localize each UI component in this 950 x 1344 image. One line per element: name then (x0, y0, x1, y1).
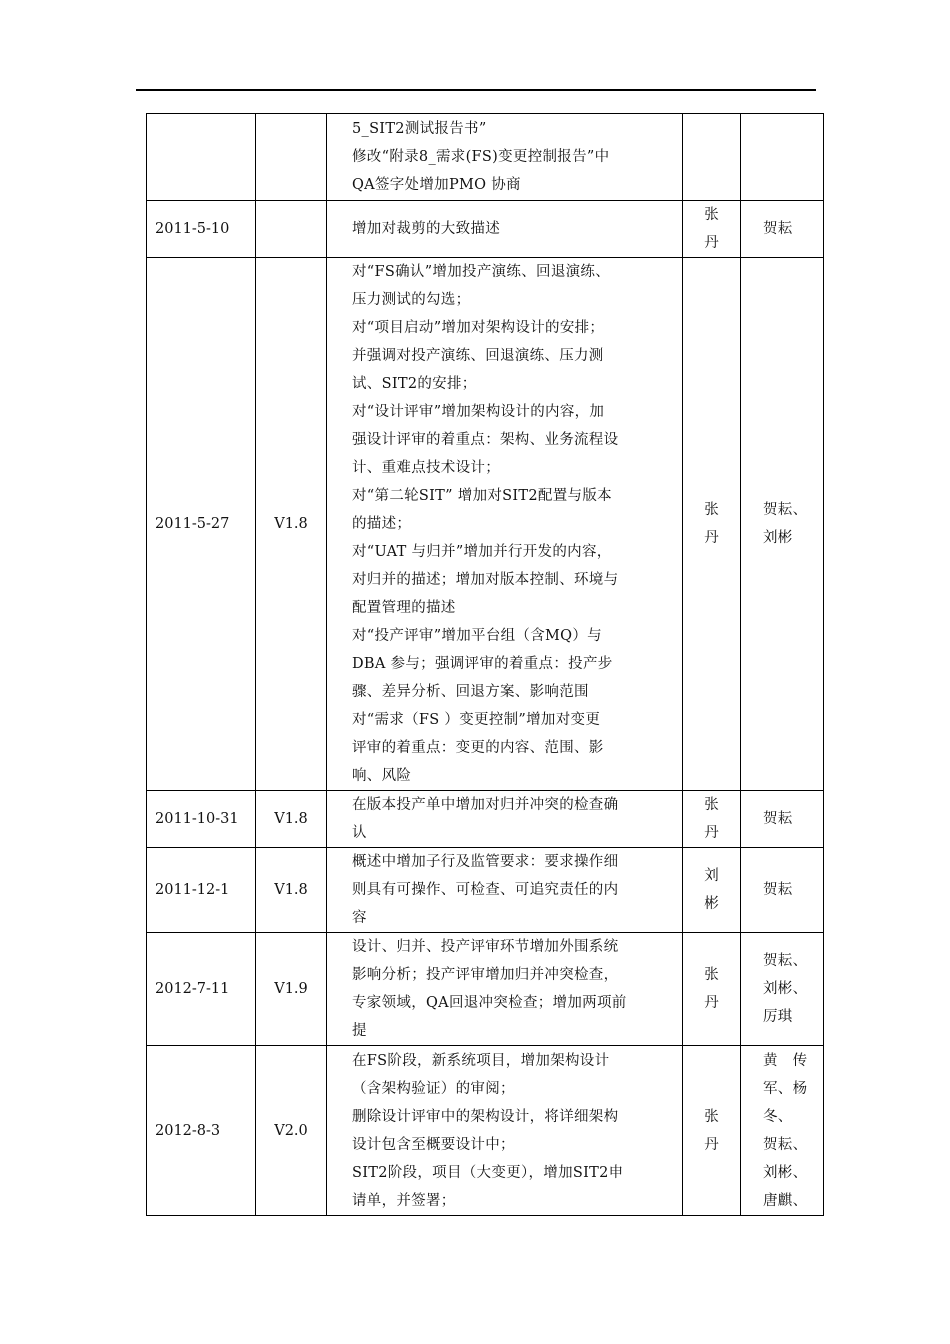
approver-cell (741, 848, 824, 933)
approver-line: 刘彬 (763, 530, 793, 546)
approver-line: 贺耘 (763, 882, 793, 898)
approver-cell (741, 114, 824, 201)
version-cell: V2.0 (256, 1046, 327, 1216)
approver-line: 黄 传 (763, 1052, 808, 1069)
description-line: 骤、差异分析、回退方案、影响范围 (352, 684, 589, 700)
author-name-char: 张 (704, 207, 719, 223)
revision-history-table (146, 113, 824, 1216)
description-line: 认 (352, 825, 367, 841)
description-line: 删除设计评审中的架构设计，将详细架构 (352, 1108, 619, 1125)
description-line: 评审的着重点：变更的内容、范围、影 (352, 740, 604, 756)
description-cell (327, 258, 683, 791)
description-cell (327, 1046, 683, 1216)
approver-line: 刘彬、 (763, 1164, 808, 1181)
description-cell (327, 114, 683, 201)
author-name-char: 丹 (704, 1136, 719, 1153)
approver-line: 冬、 (763, 1108, 793, 1125)
approver-line: 贺耘、 (763, 502, 808, 518)
author-name-char: 张 (704, 1108, 719, 1125)
version-cell: V1.9 (256, 933, 327, 1046)
description-line: 对“需求（FS ）变更控制”增加对变更 (352, 712, 601, 728)
author-cell (683, 201, 741, 258)
author-cell (683, 258, 741, 791)
description-line: 对“项目启动”增加对架构设计的安排； (352, 320, 605, 336)
author-name-char: 张 (704, 797, 719, 813)
description-line: 的描述； (352, 516, 412, 532)
table-row (147, 933, 824, 1046)
date-cell: 2011-5-10 (147, 201, 256, 258)
date-cell: 2012-8-3 (147, 1046, 256, 1216)
description-line: DBA 参与；强调评审的着重点：投产步 (352, 656, 613, 672)
description-line: 对“设计评审”增加架构设计的内容，加 (352, 404, 605, 420)
description-line: 在FS阶段，新系统项目，增加架构设计 (352, 1052, 610, 1069)
approver-cell (741, 201, 824, 258)
version-cell (256, 201, 327, 258)
approver-line: 贺耘、 (763, 953, 808, 969)
description-line: SIT2阶段，项目（大变更），增加SIT2申 (352, 1164, 624, 1181)
description-line: 在版本投产单中增加对归并冲突的检查确 (352, 797, 619, 813)
author-cell (683, 791, 741, 848)
date-cell: 2011-5-27 (147, 258, 256, 791)
description-cell (327, 848, 683, 933)
description-line: 专家领域，QA回退冲突检查；增加两项前 (352, 995, 627, 1011)
description-cell (327, 201, 683, 258)
date-cell: 2011-10-31 (147, 791, 256, 848)
header-rule (136, 89, 816, 91)
description-line: 对“第二轮SIT” 增加对SIT2配置与版本 (352, 488, 612, 504)
author-name-char: 张 (704, 967, 719, 983)
revision-table-body (147, 114, 824, 1216)
approver-line: 贺耘、 (763, 1136, 808, 1153)
approver-line: 唐麒、 (763, 1192, 808, 1209)
description-line: 请单，并签署； (352, 1192, 456, 1209)
description-line: 试、SIT2的安排； (352, 376, 477, 392)
author-cell (683, 1046, 741, 1216)
table-row (147, 1046, 824, 1216)
description-line: 增加对裁剪的大致描述 (352, 221, 500, 237)
description-line: 概述中增加子行及监管要求：要求操作细 (352, 854, 619, 870)
author-cell (683, 848, 741, 933)
approver-cell (741, 933, 824, 1046)
approver-line: 贺耘 (763, 221, 793, 237)
date-cell: 2011-12-1 (147, 848, 256, 933)
author-name-char: 彬 (704, 896, 719, 912)
description-line: QA签字处增加PMO 协商 (352, 177, 521, 193)
table-row (147, 114, 824, 201)
description-line: 提 (352, 1023, 367, 1039)
approver-line: 刘彬、 (763, 981, 808, 997)
description-line: 响、风险 (352, 768, 412, 784)
author-name-char: 张 (704, 502, 719, 518)
author-cell (683, 933, 741, 1046)
approver-line: 贺耘 (763, 811, 793, 827)
description-line: 配置管理的描述 (352, 600, 456, 616)
description-line: 影响分析；投产评审增加归并冲突检查， (352, 967, 619, 983)
date-cell (147, 114, 256, 201)
version-cell (256, 114, 327, 201)
description-line: 对“FS确认”增加投产演练、回退演练、 (352, 264, 611, 280)
description-line: 并强调对投产演练、回退演练、压力测 (352, 348, 604, 364)
table-row (147, 848, 824, 933)
version-cell: V1.8 (256, 848, 327, 933)
approver-cell (741, 258, 824, 791)
description-cell (327, 933, 683, 1046)
description-line: 强设计评审的着重点：架构、业务流程设 (352, 432, 619, 448)
table-row (147, 201, 824, 258)
author-name-char: 刘 (704, 868, 719, 884)
description-line: 压力测试的勾选； (352, 292, 471, 308)
description-line: 对归并的描述；增加对版本控制、环境与 (352, 572, 619, 588)
description-line: 设计包含至概要设计中； (352, 1136, 515, 1153)
description-line: 则具有可操作、可检查、可追究责任的内 (352, 882, 619, 898)
author-name-char: 丹 (704, 825, 719, 841)
date-cell: 2012-7-11 (147, 933, 256, 1046)
description-line: 修改“附录8_需求(FS)变更控制报告”中 (352, 149, 610, 165)
version-cell: V1.8 (256, 258, 327, 791)
description-line: 5_SIT2测试报告书” (352, 121, 487, 137)
table-row (147, 791, 824, 848)
approver-cell (741, 791, 824, 848)
description-line: （含架构验证）的审阅； (352, 1080, 515, 1097)
author-name-char: 丹 (704, 995, 719, 1011)
description-line: 容 (352, 910, 367, 926)
version-cell: V1.8 (256, 791, 327, 848)
description-line: 设计、归并、投产评审环节增加外围系统 (352, 939, 619, 955)
approver-line: 厉琪 (763, 1009, 793, 1025)
author-name-char: 丹 (704, 530, 719, 546)
author-name-char: 丹 (704, 235, 719, 251)
table-row (147, 258, 824, 791)
description-line: 计、重难点技术设计； (352, 460, 500, 476)
approver-cell (741, 1046, 824, 1216)
description-line: 对“UAT 与归并”增加并行开发的内容， (352, 544, 612, 560)
description-line: 对“投产评审”增加平台组（含MQ）与 (352, 628, 602, 644)
author-cell (683, 114, 741, 201)
approver-line: 军、杨 (763, 1080, 808, 1097)
description-cell (327, 791, 683, 848)
